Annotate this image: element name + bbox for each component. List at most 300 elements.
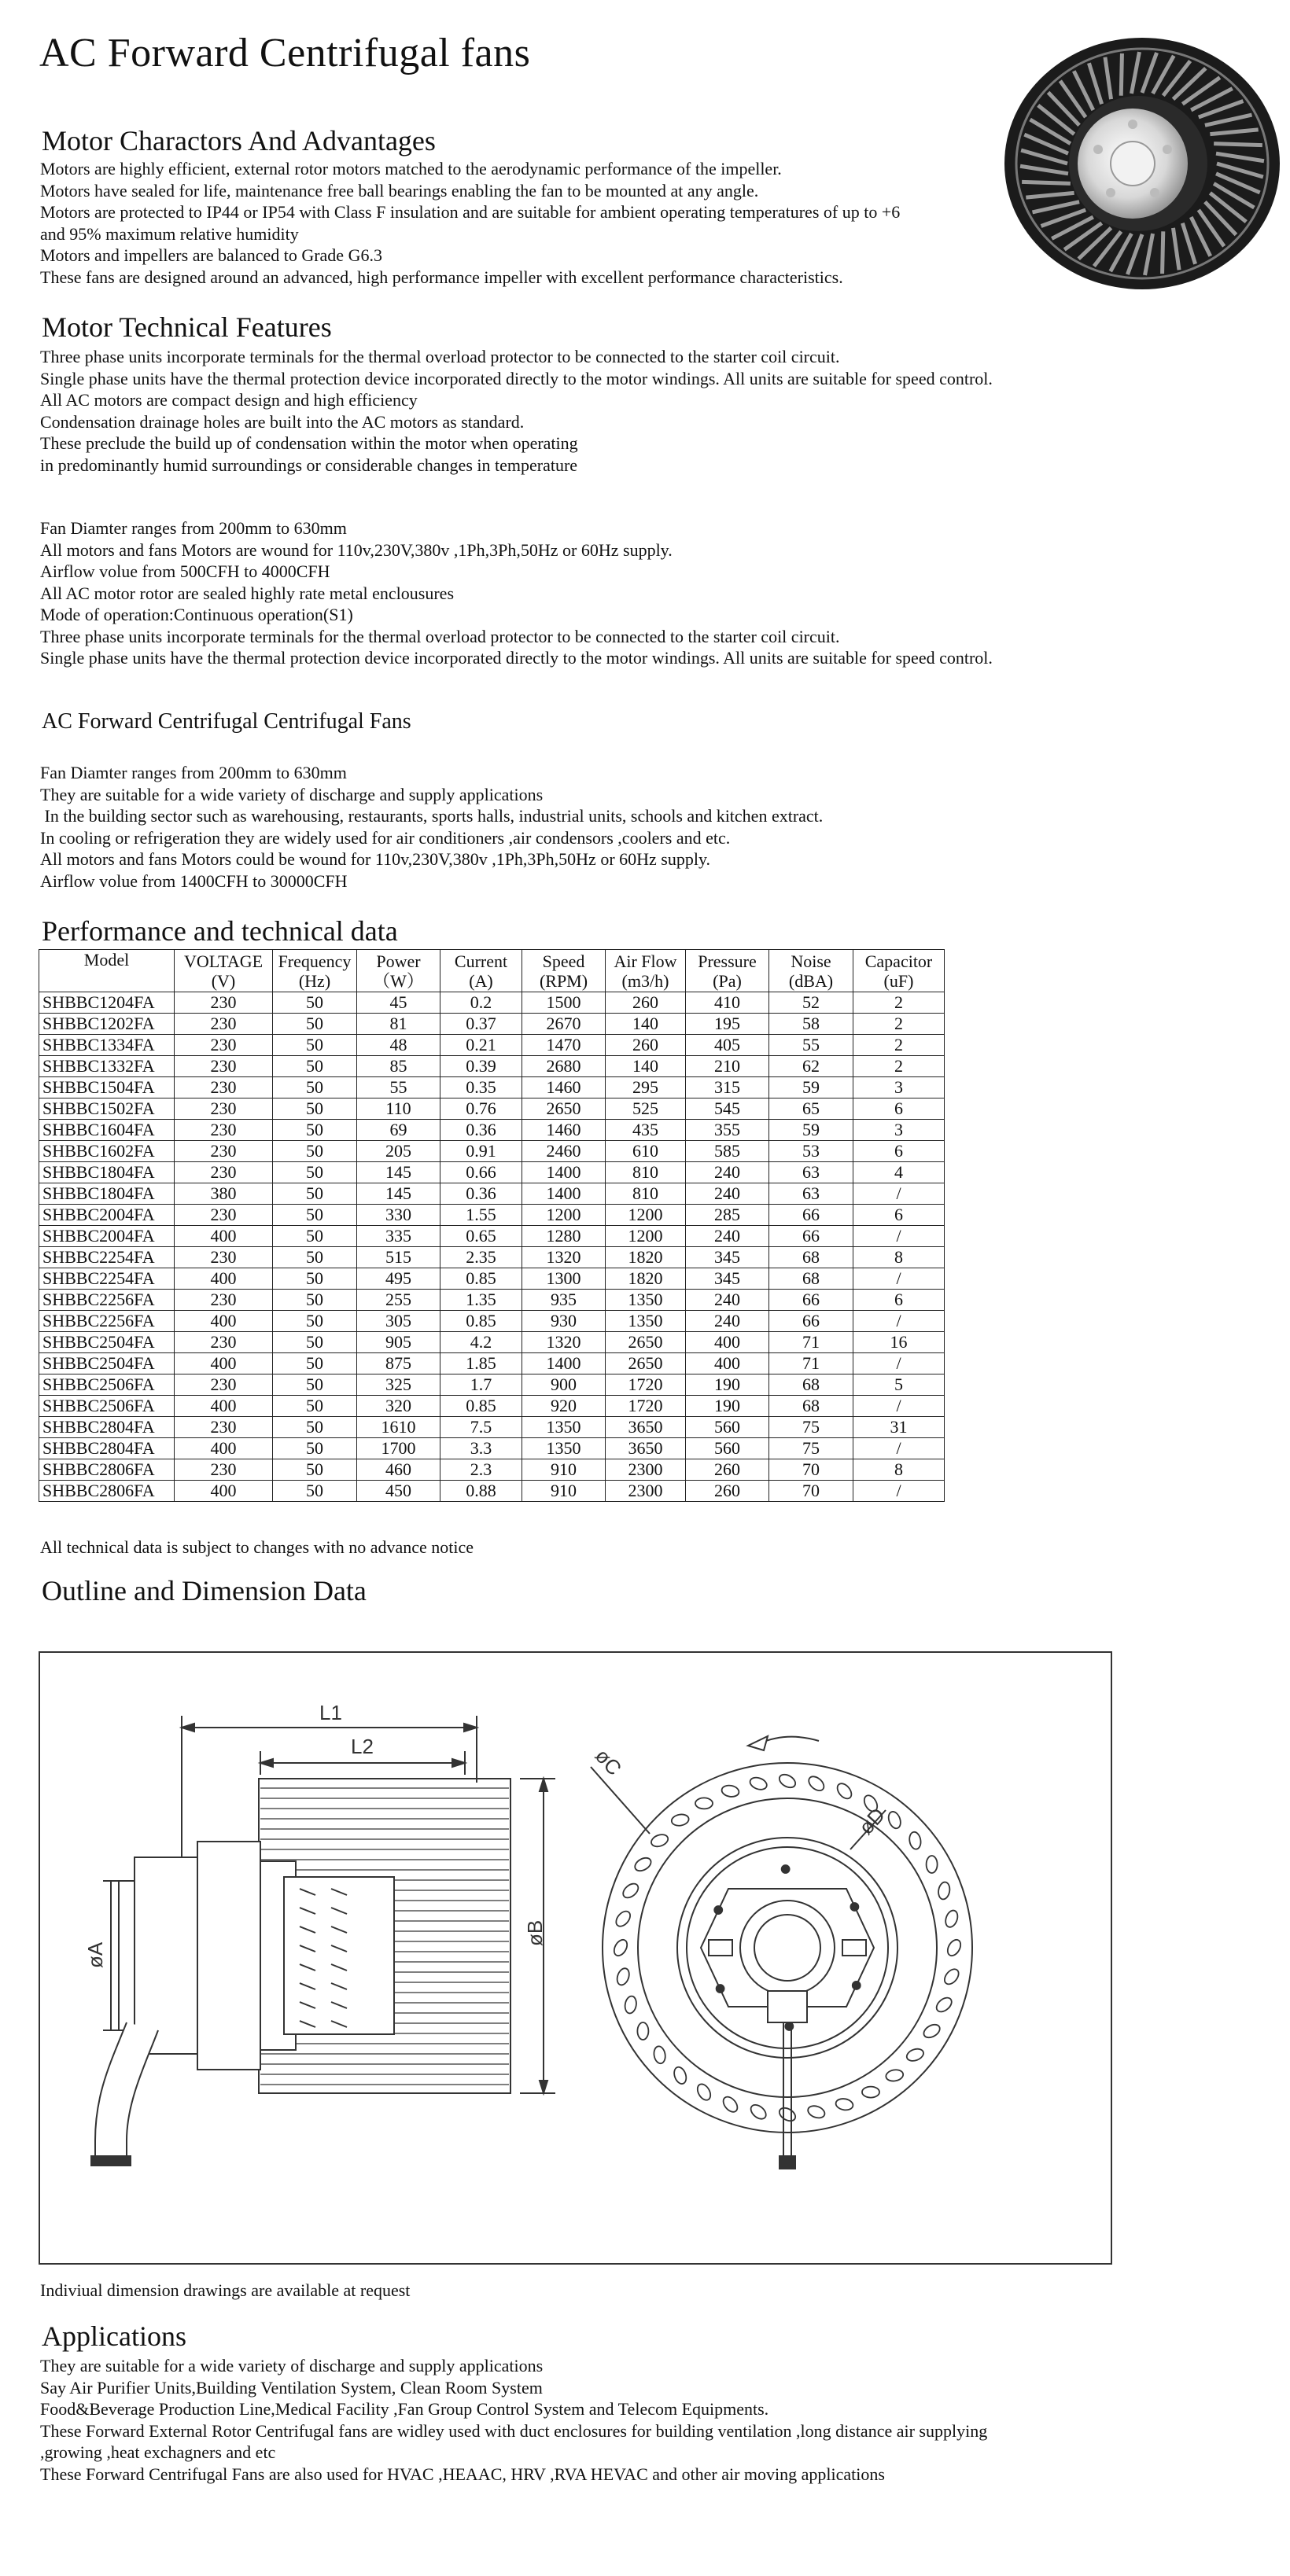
table-cell: 0.85	[440, 1268, 522, 1290]
column-header	[440, 950, 522, 992]
table-cell: 1200	[522, 1205, 606, 1226]
table-cell: 0.36	[440, 1183, 522, 1205]
table-cell: 50	[273, 1183, 357, 1205]
table-cell: 0.91	[440, 1141, 522, 1162]
table-row	[39, 1396, 945, 1417]
table-cell: 3650	[606, 1438, 686, 1459]
table-cell: SHBBC2504FA	[39, 1332, 175, 1353]
table-cell: SHBBC2254FA	[39, 1268, 175, 1290]
vent-hole	[695, 1798, 713, 1809]
text-line: Single phase units have the thermal protection device incorporated directly to the motor windings. All units are suitable for speed control.	[40, 368, 993, 388]
vent-hole	[886, 1810, 903, 1830]
vent-hole	[922, 2022, 942, 2040]
table-cell: 55	[769, 1035, 853, 1056]
vent-hole	[937, 1881, 951, 1900]
table-cell: /	[853, 1353, 945, 1374]
table-cell: 1700	[357, 1438, 440, 1459]
table-cell: 460	[357, 1459, 440, 1481]
table-cell: 68	[769, 1247, 853, 1268]
table-cell: 610	[606, 1141, 686, 1162]
table-cell: 400	[175, 1353, 273, 1374]
label-ob: øB	[523, 1919, 547, 1946]
table-cell: 1820	[606, 1268, 686, 1290]
table-row	[39, 1374, 945, 1396]
table-cell: 230	[175, 1141, 273, 1162]
table-cell: 810	[606, 1183, 686, 1205]
table-cell: 66	[769, 1290, 853, 1311]
text-line: Airflow volue from 500CFH to 4000CFH	[40, 561, 330, 581]
table-row	[39, 1035, 945, 1056]
vent-hole	[653, 2045, 667, 2064]
table-cell: 50	[273, 1290, 357, 1311]
table-cell: 400	[175, 1311, 273, 1332]
table-cell: SHBBC1804FA	[39, 1162, 175, 1183]
table-cell: 230	[175, 1098, 273, 1120]
technical-features-text-2	[40, 517, 993, 669]
table-row	[39, 1247, 945, 1268]
table-cell: 2670	[522, 1014, 606, 1035]
table-cell: 400	[175, 1396, 273, 1417]
table-cell: 875	[357, 1353, 440, 1374]
table-cell: 66	[769, 1311, 853, 1332]
table-cell: 50	[273, 1098, 357, 1120]
column-header-label: Current	[454, 951, 508, 971]
table-cell: 400	[686, 1353, 769, 1374]
table-cell: 585	[686, 1141, 769, 1162]
table-row	[39, 1268, 945, 1290]
table-cell: SHBBC2806FA	[39, 1481, 175, 1502]
vent-hole	[777, 2105, 798, 2123]
table-cell: 7.5	[440, 1417, 522, 1438]
table-cell: 2.35	[440, 1247, 522, 1268]
table-cell: SHBBC1204FA	[39, 992, 175, 1014]
table-row	[39, 1056, 945, 1077]
table-cell: 65	[769, 1098, 853, 1120]
vent-hole	[909, 1831, 923, 1850]
outline-note: Indiviual dimension drawings are available at request	[40, 2280, 411, 2300]
table-cell: 2650	[606, 1353, 686, 1374]
table-cell: 71	[769, 1353, 853, 1374]
ac-forward-text	[40, 762, 823, 892]
ac-forward-heading: AC Forward Centrifugal Centrifugal Fans	[42, 709, 411, 734]
vent-hole	[942, 1967, 961, 1987]
text-line: These Forward External Rotor Centrifugal fans are widley used with duct enclosures for building ventilation ,long distance air supplying	[40, 2420, 988, 2441]
table-cell: SHBBC1804FA	[39, 1183, 175, 1205]
table-cell: 1820	[606, 1247, 686, 1268]
table-cell: 70	[769, 1481, 853, 1502]
table-cell: 255	[357, 1290, 440, 1311]
column-header-unit: (Pa)	[713, 970, 742, 991]
table-cell: 1720	[606, 1374, 686, 1396]
column-header	[769, 950, 853, 992]
vent-hole	[621, 1881, 641, 1901]
table-cell: 1400	[522, 1353, 606, 1374]
table-cell: 63	[769, 1183, 853, 1205]
vent-hole	[748, 1776, 768, 1792]
performance-table	[39, 949, 945, 1502]
text-line: All AC motor rotor are sealed highly rate metal enclousures	[40, 583, 455, 603]
table-cell: 110	[357, 1098, 440, 1120]
text-line: All motors and fans Motors could be wound for 110v,230V,380v ,1Ph,3Ph,50Hz or 60Hz supply.	[40, 849, 711, 869]
column-header	[273, 950, 357, 992]
technical-features-heading: Motor Technical Features	[42, 311, 332, 343]
table-cell: 1350	[606, 1290, 686, 1311]
column-header-unit: (m3/h)	[621, 970, 669, 991]
table-cell: 810	[606, 1162, 686, 1183]
vent-hole	[632, 1855, 653, 1873]
table-cell: 525	[606, 1098, 686, 1120]
table-row	[39, 1290, 945, 1311]
table-cell: 315	[686, 1077, 769, 1098]
column-header-unit: (Hz)	[298, 970, 331, 991]
table-cell: 920	[522, 1396, 606, 1417]
table-cell: 50	[273, 1332, 357, 1353]
table-cell: SHBBC1202FA	[39, 1014, 175, 1035]
text-line: Three phase units incorporate terminals for the thermal overload protector to be connected to the starter coil circuit.	[40, 347, 840, 366]
table-cell: 50	[273, 1035, 357, 1056]
table-cell: SHBBC2506FA	[39, 1396, 175, 1417]
table-cell: 16	[853, 1332, 945, 1353]
column-header-label: Capacitor	[864, 951, 933, 971]
vent-hole	[806, 2103, 826, 2120]
table-cell: 260	[686, 1459, 769, 1481]
table-cell: 190	[686, 1396, 769, 1417]
performance-heading: Performance and technical data	[42, 915, 398, 947]
table-row	[39, 1459, 945, 1481]
table-cell: /	[853, 1226, 945, 1247]
text-line: In the building sector such as warehousing, restaurants, sports halls, industrial units, schools and kitchen extract.	[40, 806, 824, 826]
table-cell: 50	[273, 1481, 357, 1502]
table-cell: 8	[853, 1459, 945, 1481]
table-row	[39, 1438, 945, 1459]
table-cell: 230	[175, 1077, 273, 1098]
table-cell: 0.85	[440, 1396, 522, 1417]
vent-hole	[748, 2102, 768, 2122]
table-cell: SHBBC2504FA	[39, 1353, 175, 1374]
table-cell: 31	[853, 1417, 945, 1438]
column-header-label: Air Flow	[614, 951, 677, 971]
table-cell: 1.35	[440, 1290, 522, 1311]
table-row	[39, 1481, 945, 1502]
table-cell: 52	[769, 992, 853, 1014]
table-cell: 1320	[522, 1247, 606, 1268]
table-cell: 3	[853, 1120, 945, 1141]
table-cell: 325	[357, 1374, 440, 1396]
column-header-unit: (uF)	[883, 970, 914, 991]
table-cell: 930	[522, 1311, 606, 1332]
table-row	[39, 1417, 945, 1438]
column-header-unit: (RPM)	[539, 970, 588, 991]
table-cell: 1350	[522, 1417, 606, 1438]
table-cell: 305	[357, 1311, 440, 1332]
table-cell: 2460	[522, 1141, 606, 1162]
table-cell: SHBBC2254FA	[39, 1247, 175, 1268]
table-cell: 50	[273, 1353, 357, 1374]
table-cell: 0.65	[440, 1226, 522, 1247]
table-cell: 560	[686, 1417, 769, 1438]
table-cell: 2650	[606, 1332, 686, 1353]
text-line: Fan Diamter ranges from 200mm to 630mm	[40, 518, 347, 538]
table-cell: 59	[769, 1077, 853, 1098]
column-header	[357, 950, 440, 992]
vent-hole	[611, 1938, 629, 1958]
table-cell: 230	[175, 1120, 273, 1141]
text-line: Single phase units have the thermal protection device incorporated directly to the motor windings. All units are suitable for speed control.	[40, 648, 993, 668]
vent-hole	[672, 2066, 688, 2085]
table-cell: 0.36	[440, 1120, 522, 1141]
table-row	[39, 1353, 945, 1374]
table-cell: 48	[357, 1035, 440, 1056]
table-cell: 69	[357, 1120, 440, 1141]
table-cell: 0.66	[440, 1162, 522, 1183]
table-cell: 3.3	[440, 1438, 522, 1459]
text-line: Condensation drainage holes are built into the AC motors as standard.	[40, 411, 525, 432]
table-cell: 230	[175, 1014, 273, 1035]
table-cell: 910	[522, 1481, 606, 1502]
mounting-hole	[782, 1865, 790, 1873]
vent-hole	[927, 1856, 938, 1873]
fan-blade	[1022, 182, 1071, 183]
table-cell: 1400	[522, 1162, 606, 1183]
table-cell: 0.35	[440, 1077, 522, 1098]
table-cell: 1610	[357, 1417, 440, 1438]
text-line: Airflow volue from 1400CFH to 30000CFH	[40, 870, 348, 891]
text-line: These fans are designed around an advanced, high performance impeller with excellent performance characteristics.	[40, 267, 843, 287]
column-header-label: Pressure	[698, 951, 757, 971]
vent-hole	[624, 1995, 638, 2014]
vent-hole	[934, 1995, 954, 2015]
table-cell: SHBBC2804FA	[39, 1417, 175, 1438]
dimension-drawing	[39, 1651, 1112, 2265]
table-cell: 2	[853, 1035, 945, 1056]
vent-hole	[806, 1774, 827, 1794]
table-cell: 545	[686, 1098, 769, 1120]
table-cell: 1280	[522, 1226, 606, 1247]
table-cell: 0.2	[440, 992, 522, 1014]
table-cell: 2300	[606, 1459, 686, 1481]
text-line: They are suitable for a wide variety of discharge and supply applications	[40, 784, 544, 804]
table-cell: 230	[175, 1205, 273, 1226]
column-header-label: Power	[376, 951, 421, 971]
table-row	[39, 1332, 945, 1353]
table-cell: 1350	[606, 1311, 686, 1332]
column-header-label: Noise	[791, 951, 831, 971]
table-cell: 405	[686, 1035, 769, 1056]
table-cell: 515	[357, 1247, 440, 1268]
table-cell: 2650	[522, 1098, 606, 1120]
table-cell: 260	[686, 1481, 769, 1502]
vent-hole	[637, 2022, 648, 2040]
table-cell: 2	[853, 992, 945, 1014]
table-cell: 335	[357, 1226, 440, 1247]
table-cell: 230	[175, 1374, 273, 1396]
text-line: Mode of operation:Continuous operation(S1)	[40, 605, 353, 624]
table-cell: 560	[686, 1438, 769, 1459]
table-cell: 50	[273, 1268, 357, 1290]
table-cell: 1500	[522, 992, 606, 1014]
table-cell: 230	[175, 1290, 273, 1311]
vent-hole	[695, 2082, 713, 2103]
column-header	[606, 950, 686, 992]
table-row	[39, 1183, 945, 1205]
table-cell: 1460	[522, 1120, 606, 1141]
table-cell: 1400	[522, 1183, 606, 1205]
table-cell: 0.39	[440, 1056, 522, 1077]
table-cell: 400	[175, 1226, 273, 1247]
table-cell: 1300	[522, 1268, 606, 1290]
applications-text	[40, 2355, 987, 2485]
table-cell: 230	[175, 1417, 273, 1438]
table-cell: 230	[175, 1247, 273, 1268]
table-cell: 50	[273, 1014, 357, 1035]
table-cell: 66	[769, 1205, 853, 1226]
table-cell: 50	[273, 992, 357, 1014]
table-row	[39, 1098, 945, 1120]
table-row	[39, 1311, 945, 1332]
vent-hole	[943, 1908, 960, 1928]
table-cell: SHBBC1332FA	[39, 1056, 175, 1077]
outline-heading: Outline and Dimension Data	[42, 1575, 367, 1606]
table-cell: 495	[357, 1268, 440, 1290]
table-cell: 195	[686, 1014, 769, 1035]
table-cell: 75	[769, 1438, 853, 1459]
page-title: AC Forward Centrifugal fans	[39, 31, 531, 75]
table-cell: 3	[853, 1077, 945, 1098]
table-cell: 240	[686, 1226, 769, 1247]
vent-hole	[835, 1781, 854, 1801]
label-oa: øA	[83, 1941, 107, 1968]
fan-photo	[993, 31, 1282, 291]
column-header-unit: (A)	[469, 970, 493, 991]
vent-hole	[721, 2094, 740, 2114]
table-cell: 240	[686, 1290, 769, 1311]
table-cell: 0.76	[440, 1098, 522, 1120]
table-cell: 140	[606, 1014, 686, 1035]
table-cell: 70	[769, 1459, 853, 1481]
applications-heading: Applications	[42, 2320, 186, 2352]
table-cell: SHBBC1602FA	[39, 1141, 175, 1162]
table-cell: 81	[357, 1014, 440, 1035]
table-cell: 400	[686, 1332, 769, 1353]
text-line: They are suitable for a wide variety of discharge and supply applications	[40, 2356, 544, 2375]
table-cell: 50	[273, 1141, 357, 1162]
table-cell: 900	[522, 1374, 606, 1396]
table-cell: 59	[769, 1120, 853, 1141]
table-cell: 50	[273, 1417, 357, 1438]
table-cell: SHBBC2256FA	[39, 1311, 175, 1332]
table-cell: 330	[357, 1205, 440, 1226]
table-cell: 320	[357, 1396, 440, 1417]
table-cell: 6	[853, 1290, 945, 1311]
text-line: Motors and impellers are balanced to Grade G6.3	[40, 245, 382, 265]
performance-note: All technical data is subject to changes with no advance notice	[40, 1537, 474, 1557]
table-cell: 410	[686, 992, 769, 1014]
table-cell: 1460	[522, 1077, 606, 1098]
dimension-drawing-svg	[40, 1653, 1111, 2263]
motor-characters-heading: Motor Charactors And Advantages	[42, 125, 436, 156]
label-od: øD	[853, 1803, 890, 1839]
table-cell: 71	[769, 1332, 853, 1353]
table-cell: 45	[357, 992, 440, 1014]
vent-hole	[905, 2047, 925, 2063]
table-cell: 50	[273, 1120, 357, 1141]
column-header-unit: (V)	[211, 970, 236, 991]
table-cell: 58	[769, 1014, 853, 1035]
table-cell: SHBBC1504FA	[39, 1077, 175, 1098]
table-cell: 1.85	[440, 1353, 522, 1374]
vent-hole	[721, 1784, 739, 1798]
vent-hole	[835, 2097, 853, 2111]
table-row	[39, 1162, 945, 1183]
table-row	[39, 1205, 945, 1226]
text-line: ,growing ,heat exchagners and etc	[40, 2442, 276, 2462]
table-cell: 230	[175, 1035, 273, 1056]
label-l2: L2	[351, 1735, 374, 1758]
fan-blade	[1121, 53, 1122, 96]
table-cell: 50	[273, 1438, 357, 1459]
text-line: Three phase units incorporate terminals for the thermal overload protector to be connected to the starter coil circuit.	[40, 626, 840, 646]
text-line: These Forward Centrifugal Fans are also used for HVAC ,HEAAC, HRV ,RVA HEVAC and other air moving applications	[40, 2464, 885, 2484]
text-line: All motors and fans Motors are wound for 110v,230V,380v ,1Ph,3Ph,50Hz or 60Hz supply.	[40, 539, 673, 560]
technical-features-text	[40, 346, 993, 476]
table-cell: 230	[175, 992, 273, 1014]
table-cell: 8	[853, 1247, 945, 1268]
table-row	[39, 1141, 945, 1162]
table-cell: 240	[686, 1311, 769, 1332]
table-cell: 400	[175, 1438, 273, 1459]
label-oc: øC	[590, 1743, 627, 1780]
text-line: and 95% maximum relative humidity	[40, 223, 299, 244]
table-cell: 355	[686, 1120, 769, 1141]
vent-hole	[885, 2069, 904, 2083]
table-cell: SHBBC2804FA	[39, 1438, 175, 1459]
text-line: in predominantly humid surroundings or considerable changes in temperature	[40, 454, 578, 475]
column-header	[39, 950, 175, 992]
table-cell: 190	[686, 1374, 769, 1396]
vent-hole	[614, 1908, 633, 1929]
table-cell: 0.21	[440, 1035, 522, 1056]
table-cell: 1.55	[440, 1205, 522, 1226]
table-cell: 1350	[522, 1438, 606, 1459]
column-header-label: Model	[83, 950, 130, 970]
text-line: All AC motors are compact design and high efficiency	[40, 390, 418, 410]
table-cell: 50	[273, 1056, 357, 1077]
column-header	[686, 950, 769, 992]
table-cell: 68	[769, 1396, 853, 1417]
table-cell: 230	[175, 1056, 273, 1077]
column-header-unit: (dBA)	[788, 970, 834, 991]
table-cell: 50	[273, 1374, 357, 1396]
table-cell: 2680	[522, 1056, 606, 1077]
table-cell: 62	[769, 1056, 853, 1077]
text-line: Food&Beverage Production Line,Medical Facility ,Fan Group Control System and Telecom Equipments.	[40, 2399, 769, 2419]
table-cell: 260	[606, 992, 686, 1014]
table-cell: 1720	[606, 1396, 686, 1417]
table-cell: 50	[273, 1162, 357, 1183]
text-line: Motors are highly efficient, external rotor motors matched to the aerodynamic performance of the impeller.	[40, 159, 782, 178]
table-cell: 380	[175, 1183, 273, 1205]
table-cell: 1.7	[440, 1374, 522, 1396]
table-cell: 240	[686, 1183, 769, 1205]
table-cell: 1200	[606, 1205, 686, 1226]
table-header	[39, 950, 945, 992]
text-line: Fan Diamter ranges from 200mm to 630mm	[40, 763, 347, 782]
text-line: Motors have sealed for life, maintenance free ball bearings enabling the fan to be mounted at any angle.	[40, 180, 759, 201]
table-cell: SHBBC2256FA	[39, 1290, 175, 1311]
table-cell: 4.2	[440, 1332, 522, 1353]
table-cell: 68	[769, 1268, 853, 1290]
table-cell: 0.85	[440, 1311, 522, 1332]
